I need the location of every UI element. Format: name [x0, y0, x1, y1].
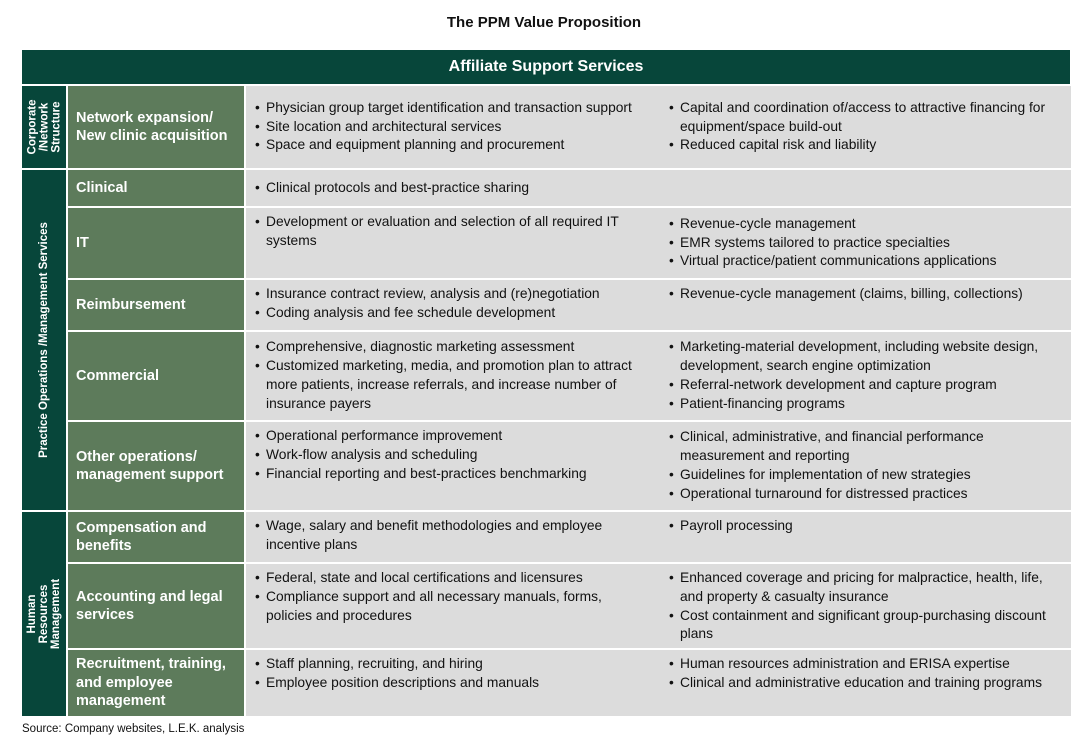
list-item: • Reduced capital risk and liability — [668, 136, 1066, 155]
list-item: • Employee position descriptions and manuals — [254, 674, 644, 693]
group-label: Practice Operations /Management Services — [38, 222, 51, 458]
list-item: • Revenue-cycle management (claims, billing, collections) — [668, 285, 1066, 304]
list-item: • Operational performance improvement — [254, 427, 644, 446]
list-item: • Cost containment and significant group-purchasing discount plans — [668, 607, 1066, 645]
list-item: • Compliance support and all necessary manuals, forms, policies and procedures — [254, 588, 644, 626]
list-item: • Guidelines for implementation of new strategies — [668, 466, 1066, 485]
page-title: The PPM Value Proposition — [446, 14, 642, 31]
row-label-recruitment: Recruitment, training, and employee management — [68, 650, 244, 716]
list-item: • Human resources administration and ERISA expertise — [668, 655, 1066, 674]
list-item: • Customized marketing, media, and promotion plan to attract more patients, increase referrals, and increase number of insurance payers — [254, 357, 644, 413]
list-item: • Physician group target identification and transaction support — [254, 99, 644, 118]
group-corporate — [22, 86, 66, 168]
row-content — [246, 650, 1071, 716]
row-content — [246, 170, 1071, 206]
list-item: • Staff planning, recruiting, and hiring — [254, 655, 644, 674]
group-human-resources — [22, 512, 66, 716]
list-item: • Patient-financing programs — [668, 395, 1066, 414]
row-content — [246, 86, 1071, 168]
list-item: • Referral-network development and capture program — [668, 376, 1066, 395]
list-item: • Site location and architectural services — [254, 118, 644, 137]
section-banner: Affiliate Support Services — [22, 50, 1070, 84]
row-label-compensation: Compensation and benefits — [68, 512, 244, 562]
list-item: • Work-flow analysis and scheduling — [254, 446, 644, 465]
row-label-clinical: Clinical — [68, 170, 244, 206]
list-item: • Enhanced coverage and pricing for malpractice, health, life, and property & casualty insurance — [668, 569, 1066, 607]
list-item: • Marketing-material development, including website design, development, search engine optimization — [668, 338, 1066, 376]
list-item: • Coding analysis and fee schedule development — [254, 304, 644, 323]
row-content — [246, 422, 1071, 510]
list-item: • Comprehensive, diagnostic marketing assessment — [254, 338, 644, 357]
row-label-accounting-legal: Accounting and legal services — [68, 564, 244, 648]
list-item: • Clinical, administrative, and financial performance measurement and reporting — [668, 428, 1066, 466]
list-item: • Financial reporting and best-practices benchmarking — [254, 465, 644, 484]
row-label-reimbursement: Reimbursement — [68, 280, 244, 330]
row-label-other-operations: Other operations/ management support — [68, 422, 244, 510]
list-item: • Virtual practice/patient communications applications — [668, 252, 1066, 271]
row-content — [246, 564, 1071, 648]
list-item: • Clinical and administrative education and training programs — [668, 674, 1066, 693]
list-item: • EMR systems tailored to practice specialties — [668, 234, 1066, 253]
group-practice-operations — [22, 170, 66, 510]
list-item: • Revenue-cycle management — [668, 215, 1066, 234]
row-label-it: IT — [68, 208, 244, 278]
list-item: • Space and equipment planning and procurement — [254, 136, 644, 155]
list-item: • Clinical protocols and best-practice sharing — [254, 179, 644, 198]
row-content — [246, 208, 1071, 278]
source-note: Source: Company websites, L.E.K. analysis — [22, 723, 245, 735]
list-item: • Operational turnaround for distressed practices — [668, 485, 1066, 504]
group-label: Corporate /Network Structure — [26, 99, 63, 155]
row-content — [246, 280, 1071, 330]
list-item: • Payroll processing — [668, 517, 1066, 536]
row-content — [246, 332, 1071, 420]
list-item: • Insurance contract review, analysis and (re)negotiation — [254, 285, 644, 304]
row-content — [246, 512, 1071, 562]
list-item: • Capital and coordination of/access to attractive financing for equipment/space build-out — [668, 99, 1066, 137]
group-label: Human Resources Management — [26, 578, 62, 650]
list-item: • Development or evaluation and selection of all required IT systems — [254, 213, 644, 251]
row-label-commercial: Commercial — [68, 332, 244, 420]
row-label-network-expansion: Network expansion/ New clinic acquisition — [68, 86, 244, 168]
list-item: • Federal, state and local certifications and licensures — [254, 569, 644, 588]
list-item: • Wage, salary and benefit methodologies and employee incentive plans — [254, 517, 644, 555]
